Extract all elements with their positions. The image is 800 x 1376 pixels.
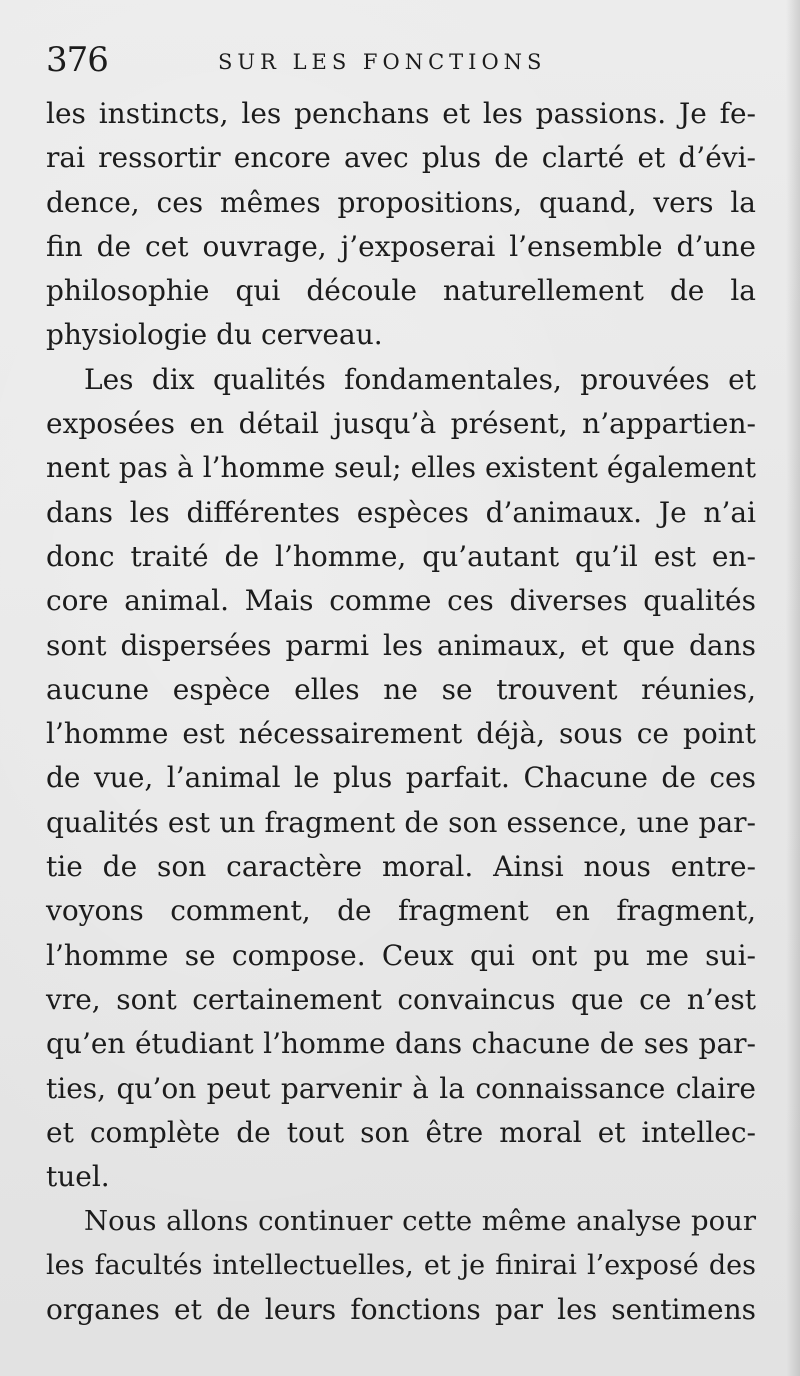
page-number: 376	[46, 40, 108, 80]
text-line: sont dispersées parmi les animaux, et que dans	[46, 628, 756, 662]
text-line: tuel.	[46, 1160, 110, 1194]
text-line: tie de son caractère moral. Ainsi nous entre-	[46, 850, 756, 884]
text-line: les instincts, les penchans et les passions. Je fe-	[46, 97, 756, 130]
text-line: Les dix qualités fondamentales, prouvées et	[84, 362, 756, 396]
text-line: exposées en détail jusqu’à présent, n’appartien-	[46, 407, 756, 441]
text-line: voyons comment, de fragment en fragment,	[46, 894, 756, 928]
text-line: Nous allons continuer cette même analyse pour	[84, 1205, 756, 1238]
text-line: fin de cet ouvrage, j’exposerai l’ensemble d’une	[46, 229, 756, 263]
text-line: physiologie du cerveau.	[46, 318, 383, 352]
text-line: aucune espèce elles ne se trouvent réunies,	[46, 672, 756, 706]
text-line: organes et de leurs fonctions par les sentimens	[46, 1293, 756, 1327]
text-line: dans les différentes espèces d’animaux. Je n’ai	[46, 495, 756, 529]
text-line: rai ressortir encore avec plus de clarté et d’évi-	[46, 141, 756, 175]
text-line: ties, qu’on peut parvenir à la connaissance claire	[46, 1071, 756, 1105]
body-text	[46, 92, 756, 1332]
text-line: les facultés intellectuelles, et je finirai l’exposé des	[46, 1249, 756, 1281]
running-head: SUR LES FONCTIONS	[218, 50, 547, 74]
page-header	[46, 36, 766, 84]
text-line: nent pas à l’homme seul; elles existent également	[46, 451, 756, 485]
text-line: philosophie qui découle naturellement de la	[46, 274, 756, 308]
text-line: dence, ces mêmes propositions, quand, vers la	[46, 185, 756, 219]
text-line: vre, sont certainement convaincus que ce n’est	[46, 982, 756, 1016]
page-edge-shadow	[786, 0, 800, 1376]
paragraph	[46, 358, 756, 1200]
paragraph	[46, 92, 756, 358]
text-line: et complète de tout son être moral et intellec-	[46, 1115, 756, 1149]
text-line: core animal. Mais comme ces diverses qualités	[46, 584, 756, 618]
text-line: donc traité de l’homme, qu’autant qu’il est en-	[46, 539, 756, 573]
text-line: l’homme se compose. Ceux qui ont pu me sui-	[46, 938, 756, 972]
text-line: l’homme est nécessairement déjà, sous ce point	[46, 717, 756, 751]
text-line: qualités est un fragment de son essence, une par-	[46, 805, 756, 839]
text-line: qu’en étudiant l’homme dans chacune de ses par-	[46, 1027, 756, 1061]
text-line: de vue, l’animal le plus parfait. Chacune de ces	[46, 761, 756, 795]
paragraph	[46, 1199, 756, 1332]
